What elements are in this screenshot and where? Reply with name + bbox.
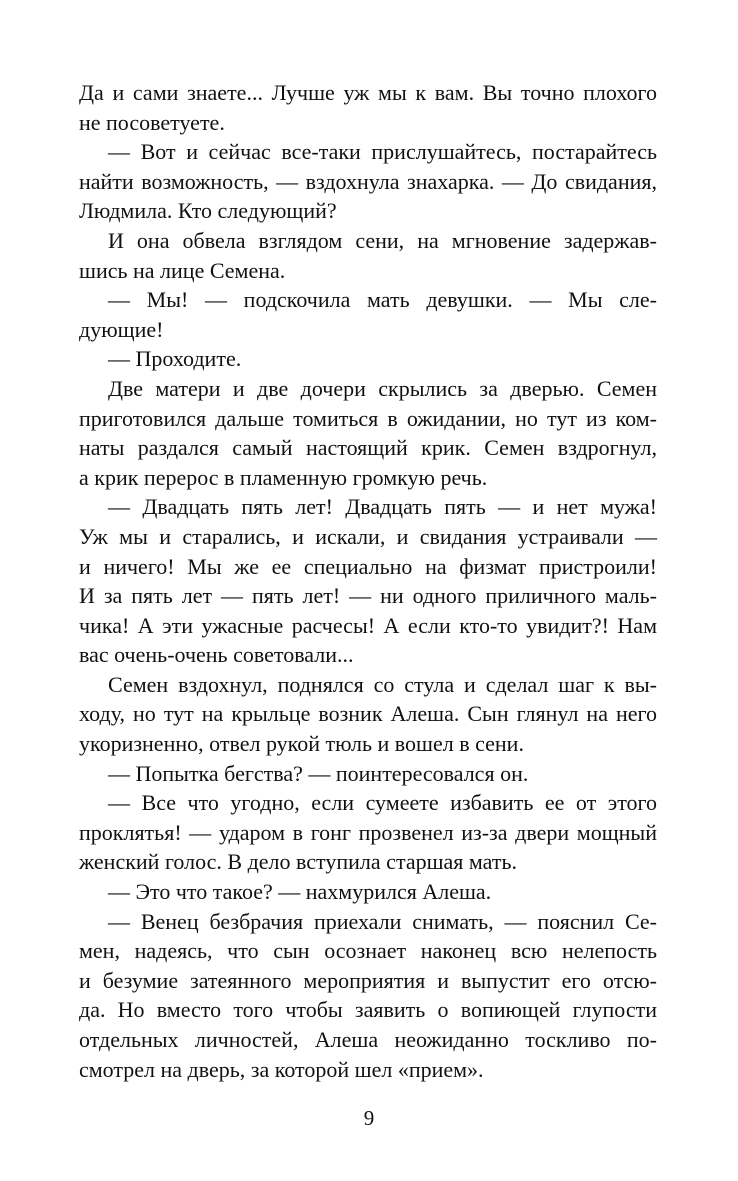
paragraph — [79, 759, 657, 789]
text-line: приготовился дальше томиться в ожидании, но тут из ком- — [79, 405, 657, 431]
text-line: Уж мы и старались, и искали, и свидания устраивали — — [79, 523, 657, 549]
text-line: И за пять лет — пять лет! — ни одного приличного маль- — [79, 583, 657, 609]
paragraph — [79, 137, 657, 226]
text-line: — Мы! — подскочила мать девушки. — Мы сле- — [108, 287, 657, 313]
paragraph — [79, 226, 657, 285]
text-line: укоризненно, отвел рукой тюль и вошел в сени. — [79, 731, 524, 757]
text-line: чика! А эти ужасные расчесы! А если кто-то увидит?! Нам — [79, 612, 657, 638]
paragraph — [79, 670, 657, 759]
text-line: — Проходите. — [108, 346, 242, 372]
text-line: — Это что такое? — нахмурился Алеша. — [108, 879, 492, 905]
text-line: И она обвела взглядом сени, на мгновение задержав- — [108, 227, 657, 253]
paragraph — [79, 374, 657, 492]
text-line: мен, надеясь, что сын осознает наконец всю нелепость — [79, 938, 657, 964]
paragraph — [79, 492, 657, 670]
paragraph — [79, 285, 657, 344]
text-line: шись на лице Семена. — [79, 257, 286, 283]
text-line: вас очень-очень советовали... — [79, 642, 354, 668]
text-line: — Двадцать пять лет! Двадцать пять — и нет мужа! — [108, 494, 657, 520]
text-line: ходу, но тут на крыльце возник Алеша. Сын глянул на него — [79, 701, 657, 727]
text-line: — Вот и сейчас все-таки прислушайтесь, постарайтесь — [108, 139, 657, 165]
page-number: 9 — [363, 1106, 375, 1130]
text-line: не посоветуете. — [79, 109, 225, 135]
text-line: отдельных личностей, Алеша неожиданно тоскливо по- — [79, 1027, 657, 1052]
text-line: Людмила. Кто следующий? — [79, 198, 337, 224]
text-line: Да и сами знаете... Лучше уж мы к вам. Вы точно плохого — [79, 80, 657, 105]
paragraph — [79, 788, 657, 877]
text-line: — Венец безбрачия приехали снимать, — пояснил Се- — [108, 908, 657, 934]
text-line: смотрел на дверь, за которой шел «прием». — [79, 1056, 484, 1082]
text-line: проклятья! — ударом в гонг прозвенел из-за двери мощный — [79, 819, 657, 845]
paragraph — [79, 907, 657, 1085]
text-line: Две матери и две дочери скрылись за дверью. Семен — [108, 375, 657, 401]
text-line: найти возможность, — вздохнула знахарка. — До свидания, — [79, 168, 657, 194]
text-line: Семен вздохнул, поднялся со стула и сделал шаг к вы- — [108, 671, 657, 697]
paragraph — [79, 877, 657, 907]
page-text — [79, 78, 657, 1084]
paragraph — [79, 78, 657, 137]
paragraph — [79, 344, 657, 374]
text-line: и безумие затеянного мероприятия и выпустит его отсю- — [79, 967, 657, 993]
text-line: — Попытка бегства? — поинтересовался он. — [108, 760, 529, 786]
text-line: наты раздался самый настоящий крик. Семен вздрогнул, — [79, 435, 657, 461]
text-line: а крик перерос в пламенную громкую речь. — [79, 464, 488, 490]
text-line: — Все что угодно, если сумеете избавить ее от этого — [108, 790, 657, 816]
text-line: да. Но вместо того чтобы заявить о вопиющей глупости — [79, 997, 657, 1023]
text-line: дующие! — [79, 316, 164, 342]
text-line: и ничего! Мы же ее специально на физмат пристроили! — [79, 553, 657, 579]
text-line: женский голос. В дело вступила старшая мать. — [79, 849, 518, 875]
